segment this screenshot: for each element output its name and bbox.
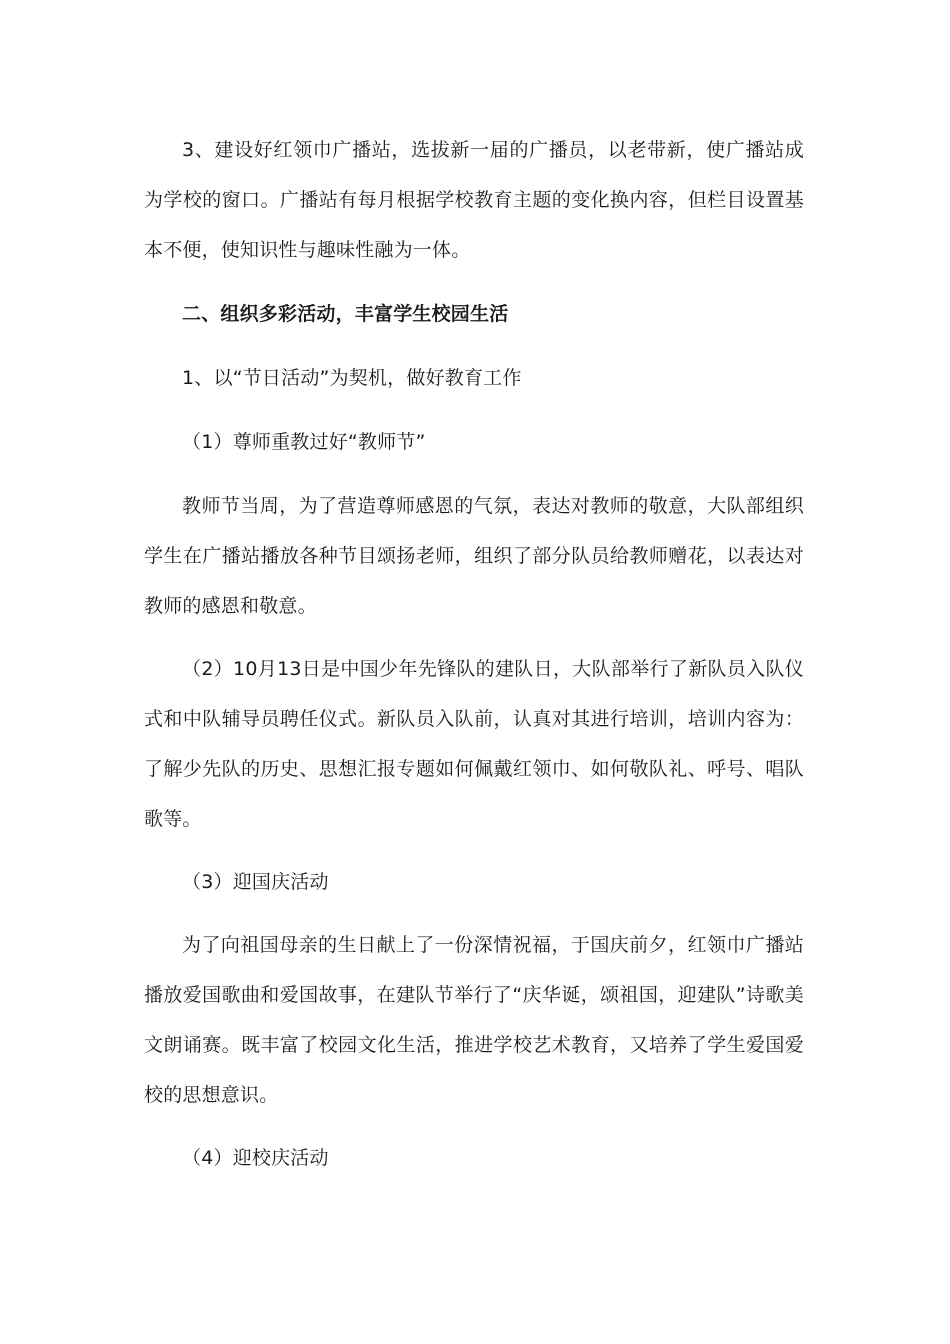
paragraph-founding-day: （2）10月13日是中国少年先锋队的建队日，大队部举行了新队员入队仪式和中队辅导员聘任仪式。新队员入队前，认真对其进行培训，培训内容为：了解少先队的历史、思想汇报专题如何佩戴红领巾、如何敬队礼、呼号、唱队歌等。 xyxy=(144,658,804,830)
paragraph-national-day: 为了向祖国母亲的生日献上了一份深情祝福，于国庆前夕，红领巾广播站播放爱国歌曲和爱国故事，在建队节举行了“庆华诞，颂祖国，迎建队”诗歌美文朗诵赛。既丰富了校园文化生活，推进学校艺术教育，又培养了学生爱国爱校的思想意识。 xyxy=(144,934,804,1106)
paragraph-teachers-day: 教师节当周，为了营造尊师感恩的气氛，表达对教师的敬意，大队部组织学生在广播站播放各种节目颂扬老师，组织了部分队员给教师赠花，以表达对教师的感恩和敬意。 xyxy=(144,495,804,617)
section-heading-activities: 二、组织多彩活动，丰富学生校园生活 xyxy=(182,303,509,325)
paragraph-broadcast-station: 3、建设好红领巾广播站，选拔新一届的广播员，以老带新，使广播站成为学校的窗口。广播站有每月根据学校教育主题的变化换内容，但栏目设置基本不便，使知识性与趣味性融为一体。 xyxy=(144,139,804,261)
document-body xyxy=(144,125,804,1183)
item-teachers-day: （1）尊师重教过好“教师节” xyxy=(182,431,426,453)
item-school-anniversary: （4）迎校庆活动 xyxy=(182,1147,329,1169)
item-national-day: （3）迎国庆活动 xyxy=(182,871,329,893)
subheading-festival-activities: 1、以“节日活动”为契机，做好教育工作 xyxy=(182,367,522,389)
